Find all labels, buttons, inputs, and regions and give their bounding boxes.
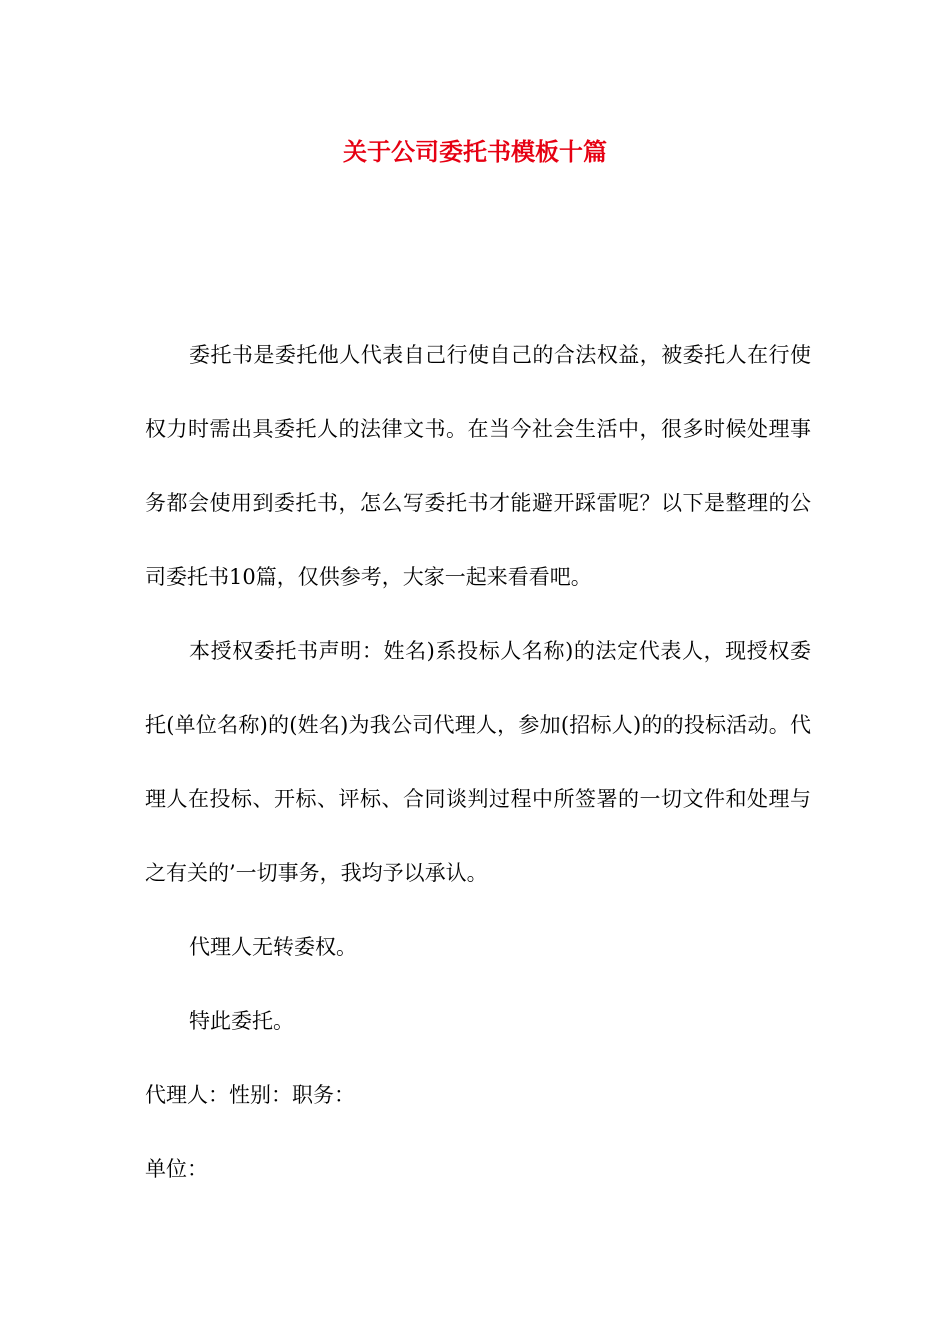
paragraph-intro: 委托书是委托他人代表自己行使自己的合法权益，被委托人在行使权力时需出具委托人的法律文书。在当今社会生活中，很多时候处理事务都会使用到委托书，怎么写委托书才能避开踩雷呢？以下是整理的公司委托书10篇，仅供参考，大家一起来看看吧。 xyxy=(145,343,811,589)
field-agent-line: 代理人：性别：职务： xyxy=(145,1083,355,1107)
paragraph-no-subdelegation: 代理人无转委权。 xyxy=(189,935,357,959)
document-body xyxy=(145,318,811,1206)
paragraph-hereby-entrust: 特此委托。 xyxy=(189,1009,294,1033)
field-unit-line: 单位： xyxy=(145,1157,208,1181)
document-title: 关于公司委托书模板十篇 xyxy=(343,137,607,166)
paragraph-authorization: 本授权委托书声明：姓名)系投标人名称)的法定代表人，现授权委托(单位名称)的(姓名)为我公司代理人，参加(招标人)的的投标活动。代理人在投标、开标、评标、合同谈判过程中所签署的一切文件和处理与之有关的’一切事务，我均予以承认。 xyxy=(145,639,811,885)
